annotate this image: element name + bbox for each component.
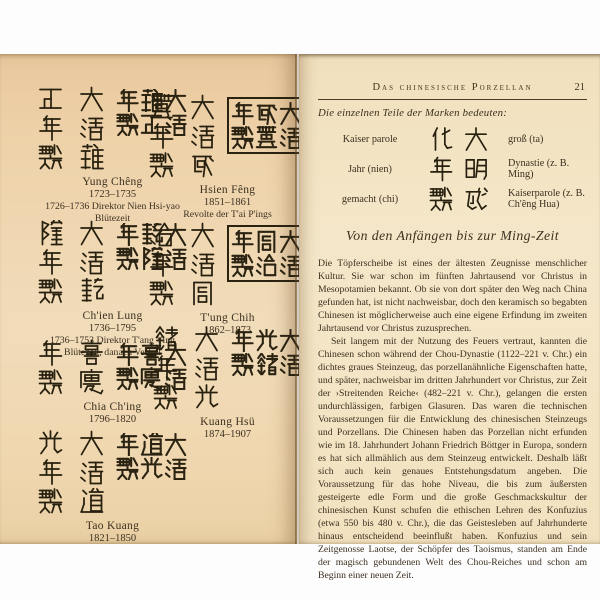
- reign-mark-group: [157, 326, 298, 440]
- legend-char-left: [429, 186, 453, 212]
- legend-row: [318, 184, 587, 214]
- mark-name: Kuang Hsü: [200, 416, 255, 428]
- hanzi-glyph: [231, 254, 254, 277]
- hanzi-glyph: [149, 94, 174, 120]
- legend-right-label: Kaiserparole (z. B. Ch'êng Hua): [508, 188, 585, 210]
- hanzi-glyph: [464, 126, 488, 152]
- mark-dates: 1862–1873: [203, 325, 252, 336]
- mark-kaishu-columns: [153, 326, 219, 410]
- hanzi-glyph: [38, 86, 63, 112]
- left-page: [0, 54, 297, 544]
- seal-column: [255, 102, 278, 149]
- mark-left-column: [38, 430, 63, 514]
- legend-left-label: gemacht (chi): [341, 193, 399, 205]
- hanzi-glyph: [79, 115, 104, 141]
- legend-char-right: [464, 186, 488, 212]
- mark-right-column: [190, 94, 215, 178]
- mark-left-column: [149, 94, 174, 178]
- seal-column: [231, 230, 254, 277]
- mark-right-column: [79, 86, 104, 170]
- mark-left-column: [149, 222, 174, 306]
- hanzi-glyph: [255, 126, 278, 149]
- hanzi-glyph: [116, 113, 139, 136]
- legend-char-left: [429, 156, 453, 182]
- mark-right-column: [190, 222, 215, 306]
- reign-mark-group: [157, 94, 298, 220]
- hanzi-glyph: [255, 230, 278, 253]
- legend-characters: [422, 126, 494, 152]
- mark-row: [157, 94, 298, 178]
- hanzi-glyph: [464, 156, 488, 182]
- seal-mark: [116, 433, 187, 480]
- hanzi-glyph: [38, 115, 63, 141]
- mark-note: Blütezeit, danach Verfall: [64, 347, 161, 358]
- section-heading: Von den Anfängen bis zur Ming-Zeit: [345, 228, 559, 243]
- hanzi-glyph: [38, 340, 63, 366]
- mark-row: [15, 430, 210, 514]
- seal-column: [116, 433, 139, 480]
- hanzi-glyph: [38, 488, 63, 514]
- mark-left-column: [38, 220, 63, 304]
- hanzi-glyph: [231, 102, 254, 125]
- seal-column: [164, 433, 187, 480]
- hanzi-glyph: [190, 222, 215, 248]
- mark-right-column: [79, 340, 104, 395]
- mark-name: Hsien Fêng: [199, 184, 256, 196]
- hanzi-glyph: [194, 326, 219, 352]
- legend-characters: [422, 186, 494, 212]
- body-paragraph: Seit langem mit der Nutzung des Feuers vertraut, kannten die Chinesen schon während der Chou-Dynastie (1122–221 v. Chr.) ein dichtes graues Steinzeug, das porzellanähnliche Eigenschaften hatte, und später, nachweisbar im dritten Jahrhundert vor Christus, zur Zeit der ›Streitenden Reiche‹ (482–221 v. Chr.), gelangen die ersten undurchlässigen, farbigen Glasuren. Das waren die technischen Voraussetzungen für die Entwicklung des chinesischen Steinzeugs und Porzellans. Die Chinesen haben das Porzellan nicht erfunden wie im 18. Jahrhundert Johann Friedrich Böttger in Europa, sondern es hat sich allmählich aus dem Steinzeug entwickelt. Deshalb läßt sich auch kein genaues Entstehungsdatum angeben. Die Voraussetzung für das hohe Niveau, die bis zum äußersten gesteigerte edle Form und die große Geschmackskultur der chinesischen Kunst schufen die ethischen Lehren des Konfuzius (etwa 550 bis 480 v. Chr.), die das Geistesleben auf Jahrhunderte hinaus entscheidend beeinflußt haben. Konfuzius und sein Zeitgenosse Laotse, der Schöpfer des Taoismus, standen am Ende der magisch gebundenen Welt des Chou-Reiches und schon am Beginn einer neuen Zeit.: [318, 336, 587, 581]
- mark-kaishu-columns: [38, 340, 104, 395]
- reign-mark-group: [15, 430, 210, 544]
- hanzi-glyph: [190, 251, 215, 277]
- mark-dates: 1851–1861: [203, 197, 252, 208]
- hanzi-glyph: [149, 222, 174, 248]
- mark-kaishu-columns: [38, 430, 104, 514]
- hanzi-glyph: [149, 152, 174, 178]
- hanzi-glyph: [79, 220, 104, 246]
- mark-left-column: [153, 326, 178, 410]
- legend-char-right: [464, 156, 488, 182]
- hanzi-glyph: [79, 340, 104, 366]
- hanzi-glyph: [116, 457, 139, 480]
- hanzi-glyph: [231, 329, 254, 352]
- hanzi-glyph: [231, 126, 254, 149]
- hanzi-glyph: [116, 247, 139, 270]
- hanzi-glyph: [79, 278, 104, 304]
- hanzi-glyph: [164, 433, 187, 456]
- seal-column: [255, 230, 278, 277]
- mark-note: 1736–1753 Direktor T'ang Ying: [49, 335, 176, 346]
- body-paragraph: Die Töpferscheibe ist eines der ältesten Zeugnisse menschlicher Kultur. Sie war schon im fünften Jahrtausend vor Christus in Mesopotamien bekannt. Ob sie von dort später den Weg nach China gefunden hat, ist nicht nachweisbar, doch den keramisch so begabten Chinesen ist möglicherweise auch eine eigene Erfindung im zweiten Jahrtausend vor Christus zuzusprechen.: [318, 258, 587, 334]
- hanzi-glyph: [116, 433, 139, 456]
- hanzi-glyph: [116, 223, 139, 246]
- seal-column: [231, 102, 254, 149]
- mark-name: Ch'ien Lung: [82, 310, 143, 322]
- hanzi-glyph: [190, 280, 215, 306]
- legend-left-label: Jahr (nien): [348, 163, 392, 175]
- mark-kaishu-columns: [38, 86, 104, 170]
- hanzi-glyph: [194, 384, 219, 410]
- reign-mark-group: [157, 222, 298, 336]
- legend-intro-line: Die einzelnen Teile der Marken bedeuten:: [318, 107, 507, 119]
- hanzi-glyph: [79, 488, 104, 514]
- legend-characters: [422, 156, 494, 182]
- hanzi-glyph: [79, 459, 104, 485]
- hanzi-glyph: [255, 353, 278, 376]
- hanzi-glyph: [153, 384, 178, 410]
- hanzi-glyph: [38, 369, 63, 395]
- hanzi-glyph: [38, 459, 63, 485]
- seal-column: [255, 329, 278, 376]
- hanzi-glyph: [79, 430, 104, 456]
- hanzi-glyph: [79, 86, 104, 112]
- hanzi-glyph: [38, 220, 63, 246]
- hanzi-glyph: [116, 343, 139, 366]
- hanzi-glyph: [149, 280, 174, 306]
- hanzi-glyph: [190, 152, 215, 178]
- mark-dates: 1874–1907: [203, 429, 252, 440]
- hanzi-glyph: [116, 89, 139, 112]
- hanzi-glyph: [79, 249, 104, 275]
- legend-left-label: Kaiser parole: [342, 133, 398, 145]
- right-page: [299, 54, 600, 581]
- mark-right-column: [79, 430, 104, 514]
- seal-column: [231, 329, 254, 376]
- mark-dates: 1736–1795: [88, 323, 137, 334]
- mark-name: Yung Chêng: [82, 176, 143, 188]
- seal-column: [140, 433, 163, 480]
- mark-note: 1726–1736 Direktor Nien Hsi-yao: [45, 201, 180, 212]
- hanzi-glyph: [429, 156, 453, 182]
- mark-notes: [157, 209, 298, 220]
- legend-char-right: [464, 126, 488, 152]
- hanzi-glyph: [38, 430, 63, 456]
- hanzi-glyph: [153, 355, 178, 381]
- mark-kaishu-columns: [149, 222, 215, 306]
- mark-kaishu-columns: [149, 94, 215, 178]
- mark-legend: [318, 124, 587, 214]
- hanzi-glyph: [116, 367, 139, 390]
- mark-left-column: [38, 86, 63, 170]
- mark-name: T'ung Chih: [200, 312, 255, 324]
- hanzi-glyph: [38, 249, 63, 275]
- mark-name: Tao Kuang: [85, 520, 140, 532]
- legend-row: [318, 154, 587, 184]
- hanzi-glyph: [255, 329, 278, 352]
- mark-kaishu-columns: [38, 220, 104, 304]
- legend-char-left: [429, 126, 453, 152]
- hanzi-glyph: [153, 326, 178, 352]
- seal-mark: [231, 329, 302, 376]
- hanzi-glyph: [231, 353, 254, 376]
- legend-row: [318, 124, 587, 154]
- mark-note: Blütezeit: [94, 213, 131, 224]
- legend-right-label: groß (ta): [508, 133, 544, 145]
- hanzi-glyph: [255, 102, 278, 125]
- hanzi-glyph: [231, 230, 254, 253]
- mark-dates: 1796–1820: [88, 414, 137, 425]
- page-header-title: Das chinesische Porzellan: [372, 82, 533, 93]
- mark-left-column: [38, 340, 63, 395]
- body-text: [318, 257, 587, 582]
- hanzi-glyph: [190, 94, 215, 120]
- hanzi-glyph: [38, 144, 63, 170]
- mark-dates: 1723–1735: [88, 189, 137, 200]
- hanzi-glyph: [429, 126, 453, 152]
- hanzi-glyph: [429, 186, 453, 212]
- hanzi-glyph: [140, 433, 163, 456]
- mark-right-column: [79, 220, 104, 304]
- hanzi-glyph: [79, 144, 104, 170]
- hanzi-glyph: [149, 251, 174, 277]
- mark-row: [157, 326, 298, 410]
- hanzi-glyph: [190, 123, 215, 149]
- hanzi-glyph: [140, 457, 163, 480]
- seal-column: [116, 89, 139, 136]
- mark-row: [157, 222, 298, 306]
- legend-right-label: Dynastie (z. B. Ming): [508, 158, 570, 180]
- hanzi-glyph: [255, 254, 278, 277]
- hanzi-glyph: [149, 123, 174, 149]
- hanzi-glyph: [79, 369, 104, 395]
- mark-name: Chia Ch'ing: [83, 401, 142, 413]
- page-number: 21: [574, 82, 585, 93]
- mark-note: Revolte der T'ai P'ings: [183, 209, 272, 220]
- page-header: [318, 82, 587, 100]
- hanzi-glyph: [164, 457, 187, 480]
- hanzi-glyph: [464, 186, 488, 212]
- hanzi-glyph: [194, 355, 219, 381]
- mark-right-column: [194, 326, 219, 410]
- mark-dates: 1821–1850: [88, 533, 137, 544]
- hanzi-glyph: [38, 278, 63, 304]
- seal-column: [116, 223, 139, 270]
- seal-column: [116, 343, 139, 390]
